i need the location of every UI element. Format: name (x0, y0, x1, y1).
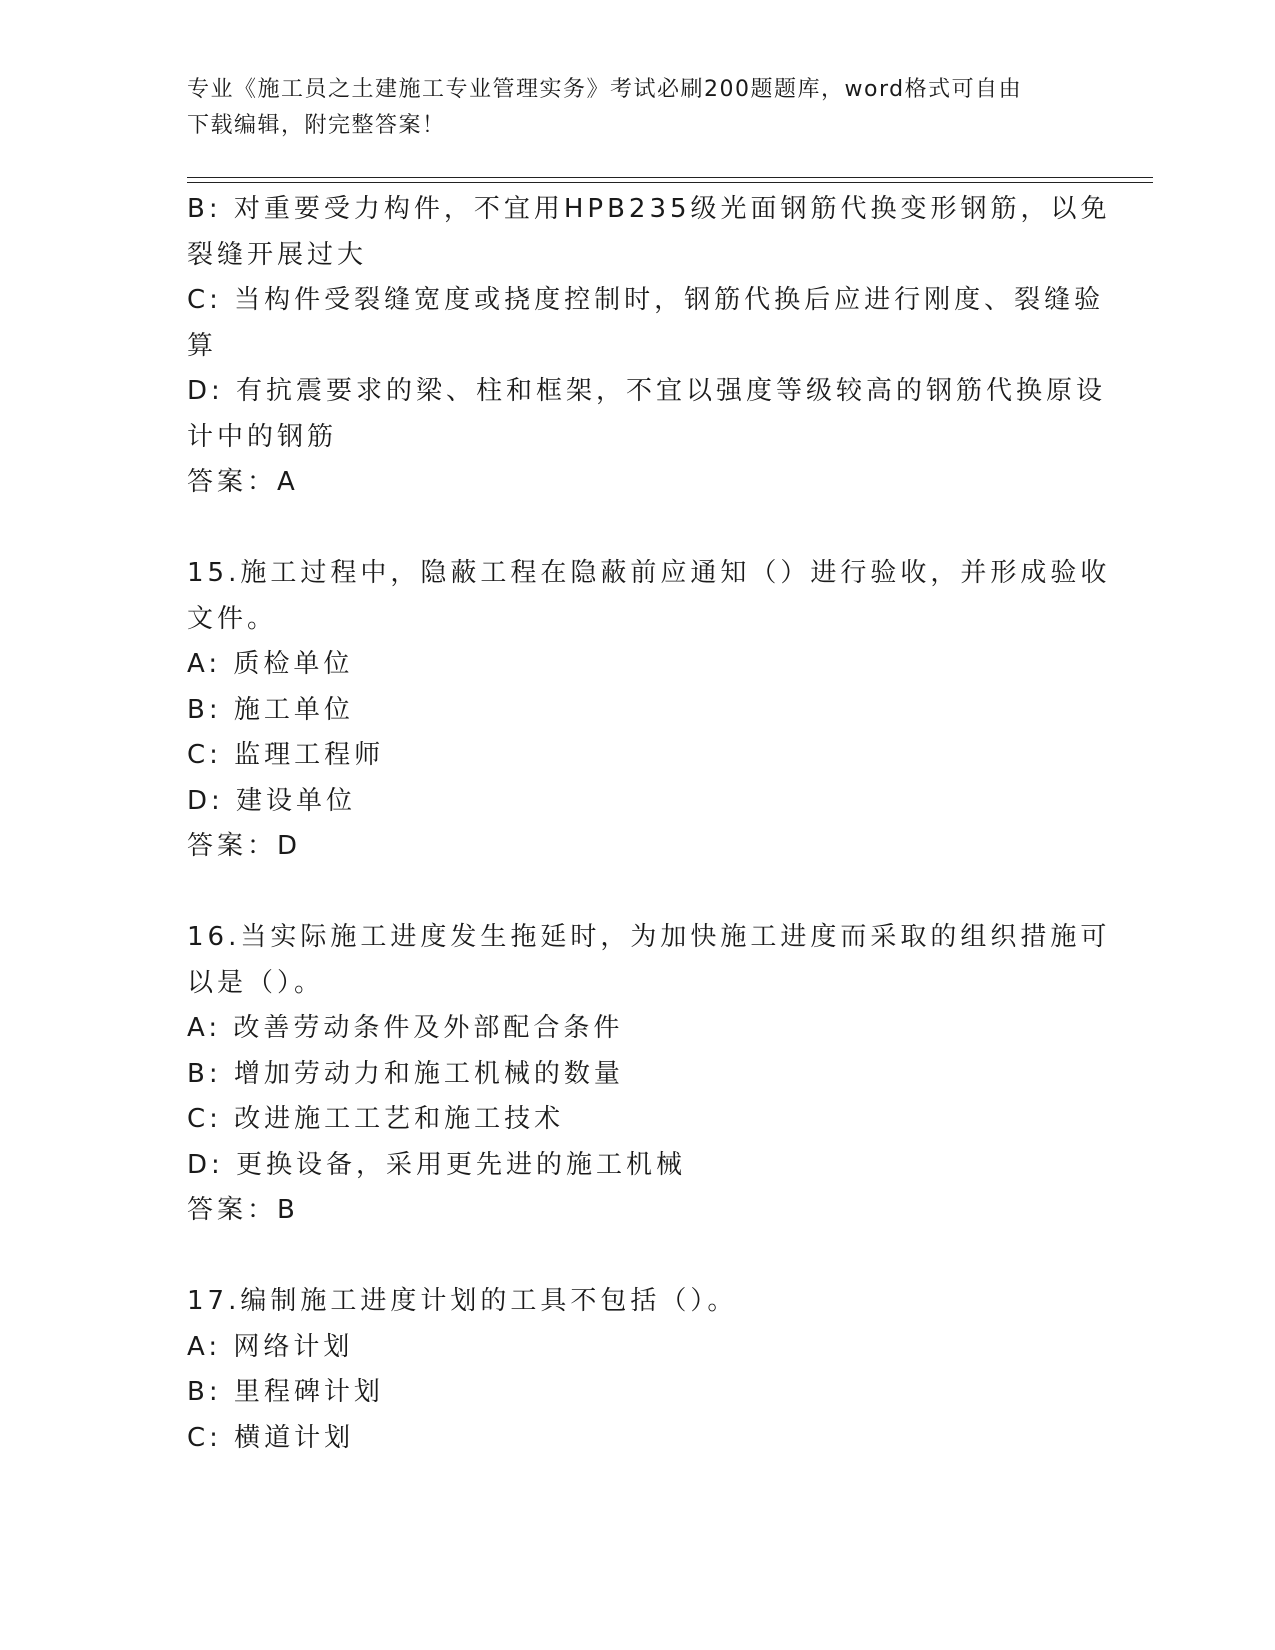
option-b: B: 里程碑计划 (187, 1377, 384, 1407)
option-c: C: 横道计划 (187, 1422, 355, 1453)
question-stem-line-1: 17.编制施工进度计划的工具不包括（）。 (187, 1286, 738, 1316)
answer-16: 答案：B (187, 1195, 299, 1225)
option-c: C: 改进施工工艺和施工技术 (187, 1104, 565, 1134)
option-d: D: 更换设备，采用更先进的施工机械 (187, 1149, 687, 1180)
header-line-2: 下载编辑，附完整答案！ (187, 113, 446, 138)
question-17 (187, 1279, 1087, 1461)
spacer (187, 506, 1087, 552)
option-d-line-2: 计中的钢筋 (187, 421, 338, 452)
spacer (187, 870, 1087, 916)
question-stem-line-2: 以是（）。 (187, 967, 325, 998)
option-b-line-1: B: 对重要受力构件，不宜用HPB235级光面钢筋代换变形钢筋，以免 (187, 194, 1111, 224)
question-14-tail (187, 187, 1111, 506)
option-a: A: 质检单位 (187, 649, 354, 679)
question-stem-line-2: 文件。 (187, 603, 278, 634)
answer-14: 答案：A (187, 467, 299, 497)
spacer (187, 1234, 1087, 1280)
header-rule-bottom (187, 182, 1153, 183)
document-header (187, 72, 1067, 144)
option-a: A: 改善劳动条件及外部配合条件 (187, 1013, 624, 1043)
option-c: C: 监理工程师 (187, 740, 385, 770)
header-line-1: 专业《施工员之土建施工专业管理实务》考试必刷200题题库，word格式可自由 (187, 77, 1023, 102)
question-content (187, 187, 1111, 1461)
header-rule-top (187, 177, 1153, 178)
option-b: B: 施工单位 (187, 694, 354, 725)
option-b-line-2: 裂缝开展过大 (187, 239, 368, 270)
option-b: B: 增加劳动力和施工机械的数量 (187, 1058, 624, 1089)
question-15 (187, 551, 1111, 870)
question-16 (187, 915, 1111, 1234)
option-d-line-1: D: 有抗震要求的梁、柱和框架，不宜以强度等级较高的钢筋代换原设 (187, 376, 1107, 406)
question-stem-line-1: 16.当实际施工进度发生拖延时，为加快施工进度而采取的组织措施可 (187, 922, 1111, 952)
option-a: A: 网络计划 (187, 1331, 354, 1362)
option-c-line-2: 算 (187, 330, 218, 361)
option-c-line-1: C: 当构件受裂缝宽度或挠度控制时，钢筋代换后应进行刚度、裂缝验 (187, 285, 1105, 315)
answer-15: 答案：D (187, 831, 302, 861)
option-d: D: 建设单位 (187, 785, 357, 816)
question-stem-line-1: 15.施工过程中，隐蔽工程在隐蔽前应通知（）进行验收，并形成验收 (187, 558, 1111, 588)
